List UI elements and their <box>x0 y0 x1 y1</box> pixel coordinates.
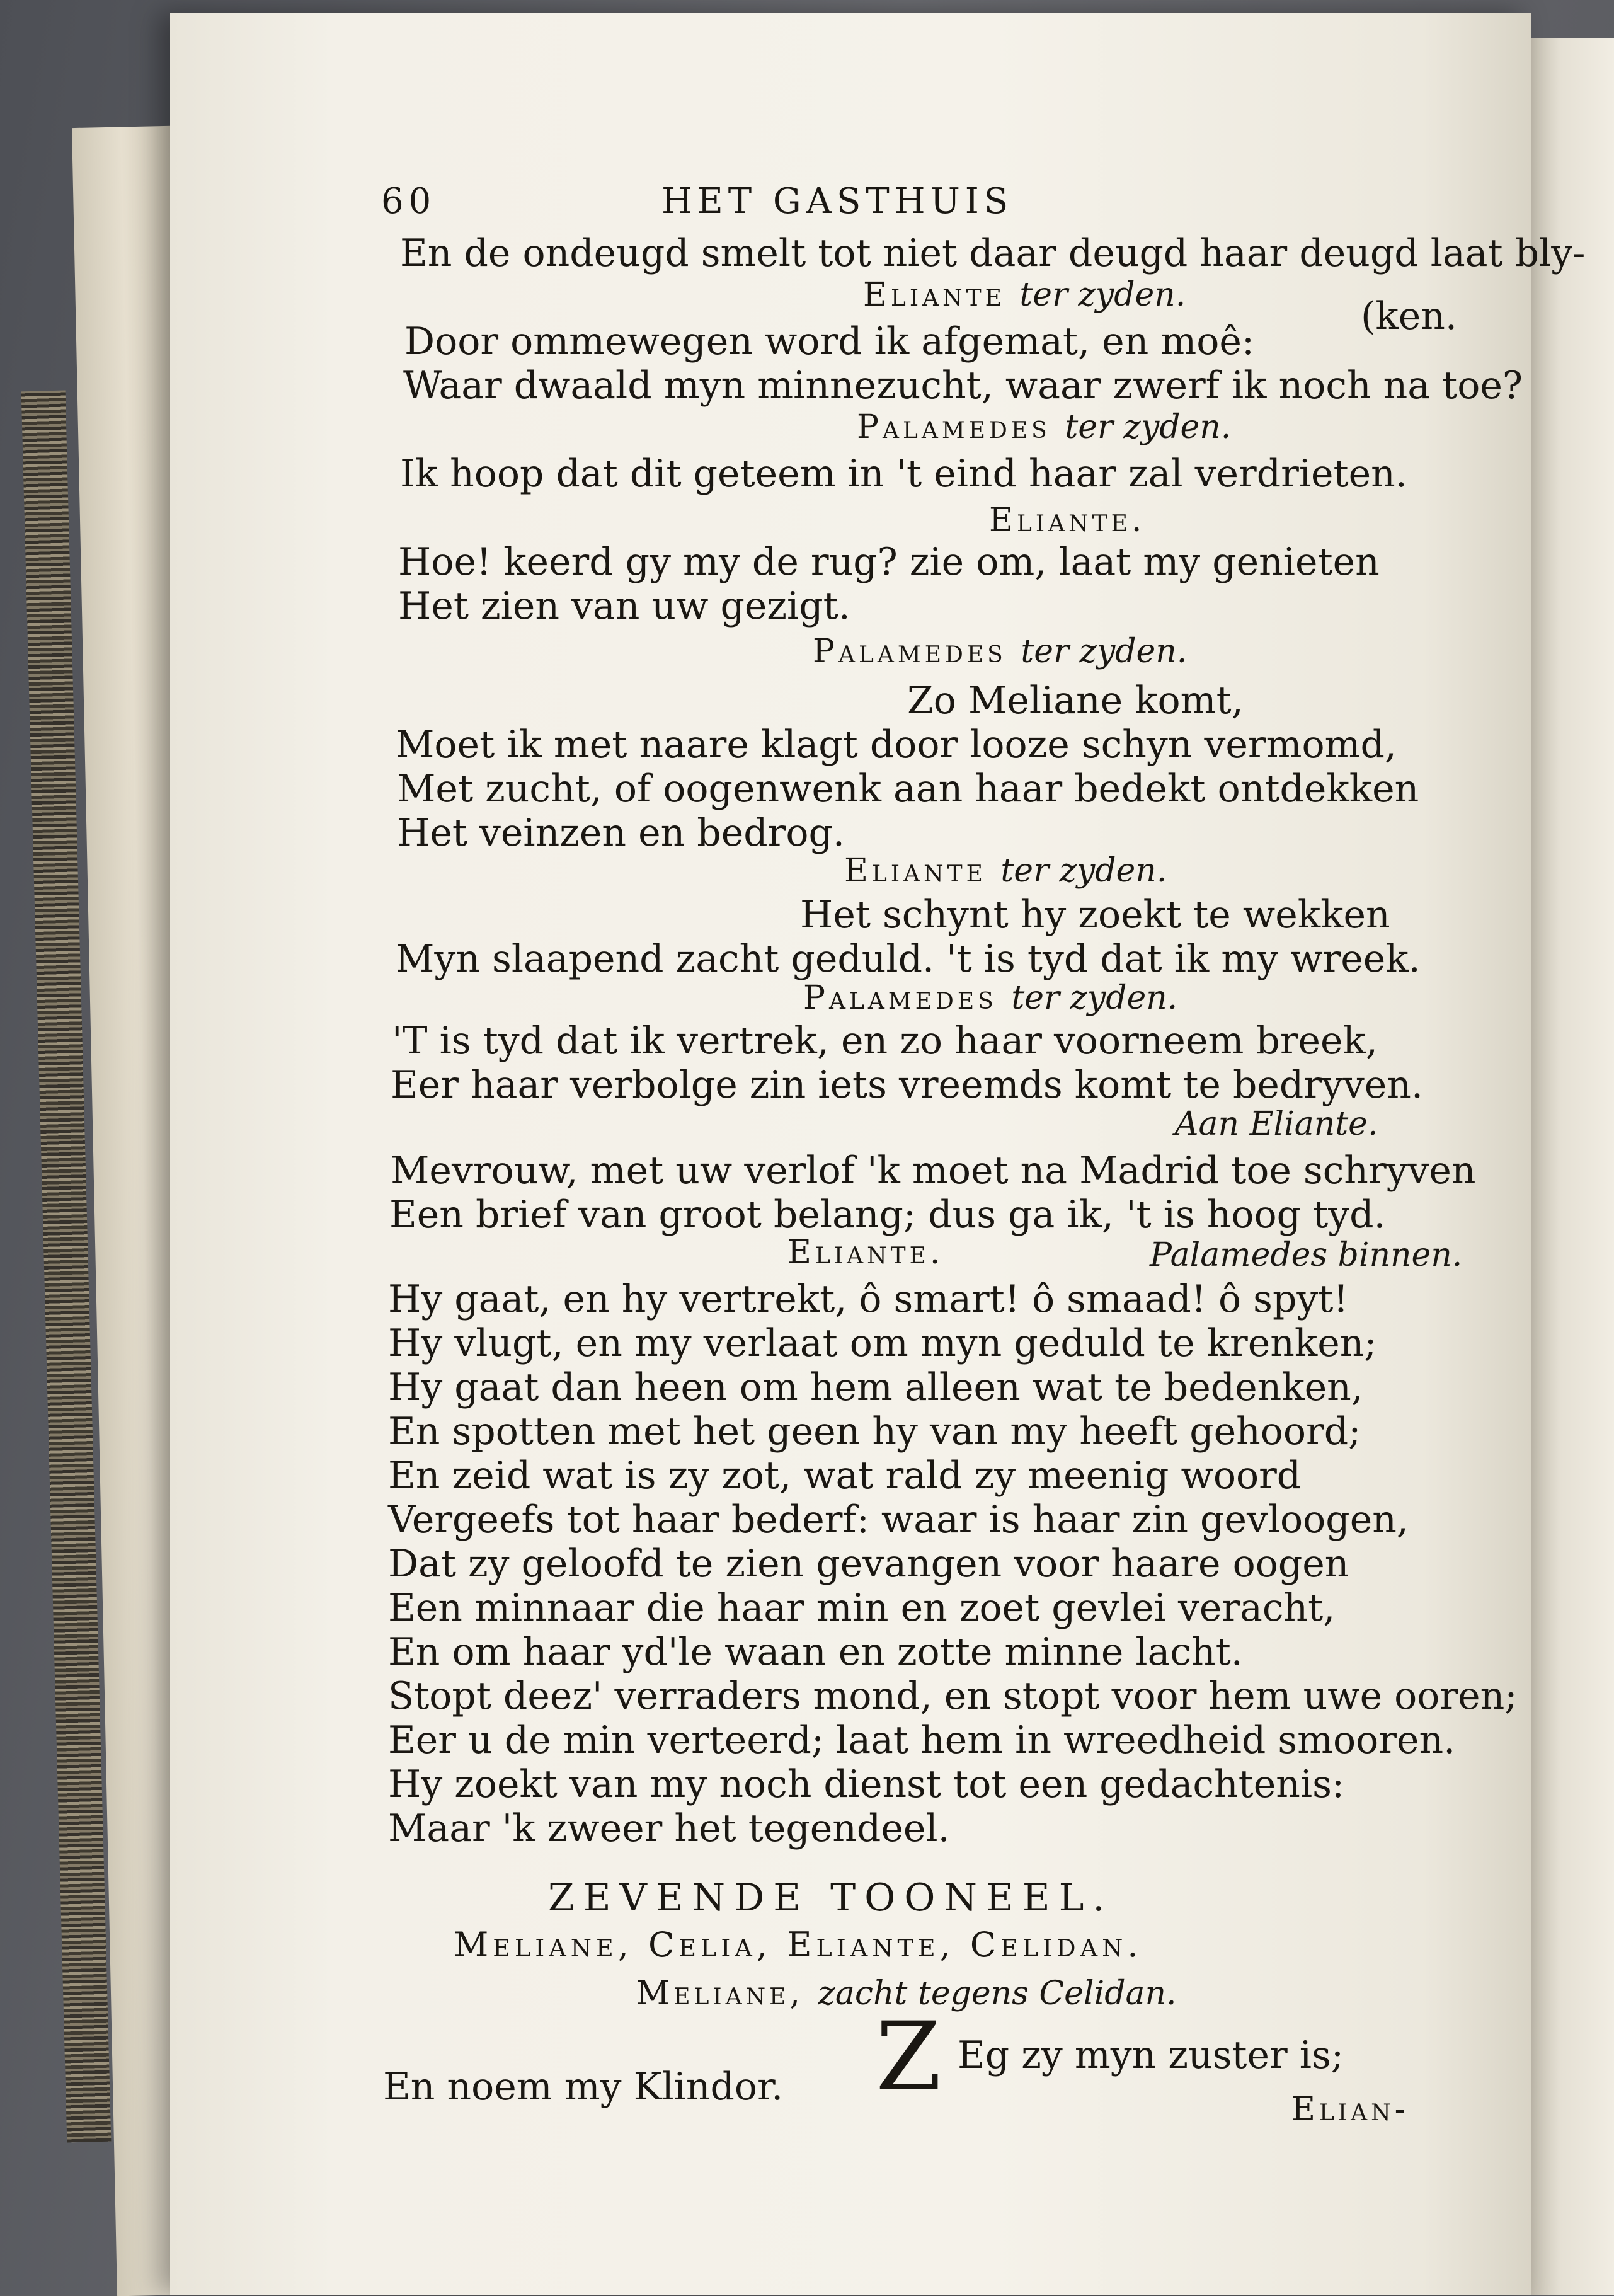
text-line: Mevrouw, met uw verlof 'k moet na Madrid toe schryven <box>391 1149 1476 1193</box>
speaker-heading: Palamedes ter zyden. <box>813 633 1188 670</box>
text-line: Het veinzen en bedrog. <box>397 811 845 855</box>
text-line: Maar 'k zweer het tegendeel. <box>388 1806 950 1851</box>
text-line: Een minnaar die haar min en zoet gevlei veracht, <box>388 1586 1336 1630</box>
speaker-heading: Palamedes ter zyden. <box>803 979 1178 1017</box>
speaker-heading: Palamedes ter zyden. <box>857 408 1232 446</box>
text-line: En zeid wat is zy zot, wat rald zy meenig woord <box>388 1454 1302 1498</box>
text-line: Zo Meliane komt, <box>907 679 1244 723</box>
text-line: Hy gaat, en hy vertrekt, ô smart! ô smaad! ô spyt! <box>388 1277 1349 1321</box>
text-line: Waar dwaald myn minnezucht, waar zwerf ik noch na toe? <box>403 364 1523 408</box>
text-line: Hy gaat dan heen om hem alleen wat te bedenken, <box>388 1365 1363 1409</box>
text-line: Hy vlugt, en my verlaat om myn geduld te krenken; <box>388 1321 1377 1365</box>
text-line: Ik hoop dat dit geteem in 't eind haar zal verdrieten. <box>400 452 1407 496</box>
facing-page <box>1525 38 1614 2295</box>
scene-title: ZEVENDE TOONEEL. <box>548 1876 1114 1920</box>
text-line: En spotten met het geen hy van my heeft gehoord; <box>388 1409 1361 1454</box>
speaker-heading: Eliante ter zyden. <box>844 852 1167 890</box>
text-line: Door ommewegen word ik afgemat, en moê: <box>404 319 1255 364</box>
text-line: Eer u de min verteerd; laat hem in wreedheid smooren. <box>388 1718 1456 1762</box>
text-line: Het zien van uw gezigt. <box>398 584 850 628</box>
text-line: Dat zy geloofd te zien gevangen voor haare oogen <box>388 1542 1349 1586</box>
text-line: Hoe! keerd gy my de rug? zie om, laat my genieten <box>398 540 1380 584</box>
text-line: Moet ik met naare klagt door looze schyn vermomd, <box>396 723 1397 767</box>
text-line: Eer haar verbolge zin iets vreemds komt te bedryven. <box>391 1063 1424 1107</box>
text-line: Myn slaapend zacht geduld. 't is tyd dat ik my wreek. <box>396 937 1421 981</box>
text-line: Stopt deez' verraders mond, en stopt voor hem uwe ooren; <box>388 1674 1518 1718</box>
text-line: En de ondeugd smelt tot niet daar deugd haar deugd laat bly- <box>400 231 1586 275</box>
text-line: En om haar yd'le waan en zotte minne lacht. <box>388 1630 1243 1674</box>
drop-cap: Z <box>876 2002 942 2112</box>
stage-direction: Palamedes binnen. <box>1150 1236 1463 1274</box>
text-line: 'T is tyd dat ik vertrek, en zo haar voorneem breek, <box>392 1019 1378 1063</box>
text-line: Eg zy myn zuster is; <box>958 2033 1344 2077</box>
speaker-heading: Meliane, zacht tegens Celidan. <box>636 1975 1177 2012</box>
running-title: HET GASTHUIS <box>661 181 1014 222</box>
text-line: Hy zoekt van my noch dienst tot een gedachtenis: <box>388 1762 1345 1806</box>
speaker-heading: Eliante. <box>989 502 1146 539</box>
text-line: En noem my Klindor. <box>383 2065 784 2109</box>
book-page <box>170 13 1586 2295</box>
speaker-heading: Eliante. <box>787 1234 944 1271</box>
page-number: 60 <box>381 181 437 222</box>
stage-direction: Aan Eliante. <box>1175 1105 1378 1143</box>
text-line-turnover: (ken. <box>1361 294 1457 338</box>
text-line: Het schynt hy zoekt te wekken <box>800 893 1390 937</box>
speaker-heading: Eliante ter zyden. <box>863 276 1186 314</box>
catchword: Elian- <box>1291 2091 1410 2128</box>
text-line: Vergeefs tot haar bederf: waar is haar zin gevloogen, <box>388 1498 1409 1542</box>
text-line: Een brief van groot belang; dus ga ik, 't is hoog tyd. <box>389 1193 1386 1237</box>
scene-cast: Meliane, Celia, Eliante, Celidan. <box>454 1925 1143 1965</box>
text-line: Met zucht, of oogenwenk aan haar bedekt ontdekken <box>397 767 1419 811</box>
